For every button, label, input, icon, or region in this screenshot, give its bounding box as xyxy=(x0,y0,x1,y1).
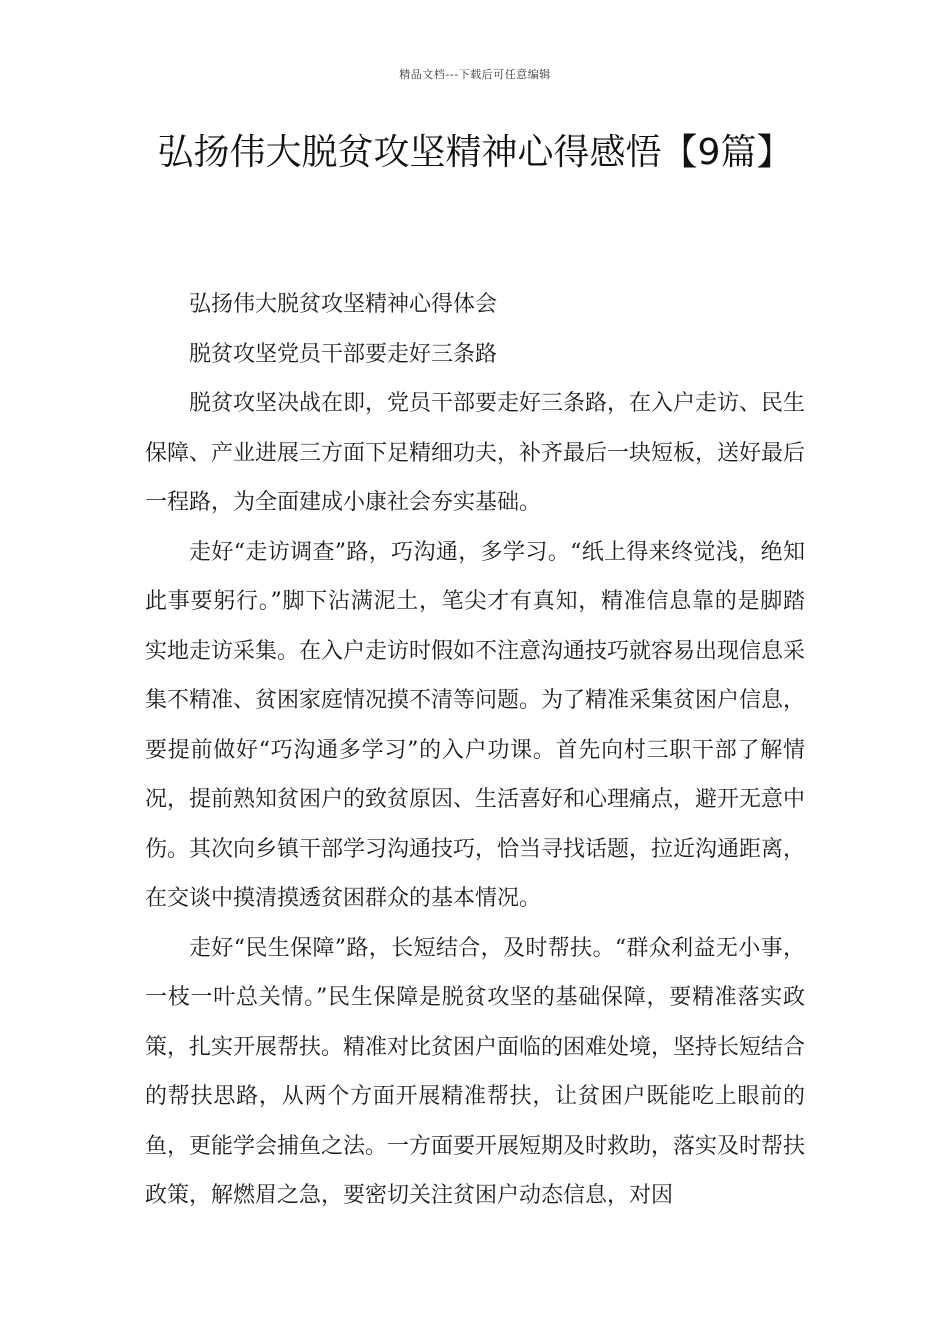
paragraph: 走好“走访调查”路，巧沟通，多学习。“纸上得来终觉浅，绝知此事要躬行。”脚下沾满泥土，笔尖才有真知，精准信息靠的是脚踏实地走访采集。在入户走访时假如不注意沟通技巧就容易出现信息采集不精准、贫困家庭情况摸不清等问题。为了精准采集贫困户信息，要提前做好“巧沟通多学习”的入户功课。首先向村三职干部了解情况，提前熟知贫困户的致贫原因、生活喜好和心理痛点，避开无意中伤。其次向乡镇干部学习沟通技巧，恰当寻找话题，拉近沟通距离，在交谈中摸清摸透贫困群众的基本情况。 xyxy=(145,539,806,911)
paragraph: 脱贫攻坚决战在即，党员干部要走好三条路，在入户走访、民生保障、产业进展三方面下足精细功夫，补齐最后一块短板，送好最后一程路，为全面建成小康社会夯实基础。 xyxy=(145,391,806,515)
header-note: 精品文档---下载后可任意编辑 xyxy=(399,68,551,81)
paragraph: 走好“民生保障”路，长短结合，及时帮扶。“群众利益无小事，一枝一叶总关情。”民生保障是脱贫攻坚的基础保障，要精准落实政策，扎实开展帮扶。精准对比贫困户面临的困难处境，坚持长短结合的帮扶思路，从两个方面开展精准帮扶，让贫困户既能吃上眼前的鱼，更能学会捕鱼之法。一方面要开展短期及时救助，落实及时帮扶政策，解燃眉之急，要密切关注贫困户动态信息，对因 xyxy=(145,935,806,1208)
paragraph: 脱贫攻坚党员干部要走好三条路 xyxy=(189,341,498,367)
document-body xyxy=(145,280,805,1221)
paragraph: 弘扬伟大脱贫攻坚精神心得体会 xyxy=(189,292,498,317)
document-title: 弘扬伟大脱贫攻坚精神心得感悟【9篇】 xyxy=(157,132,793,173)
